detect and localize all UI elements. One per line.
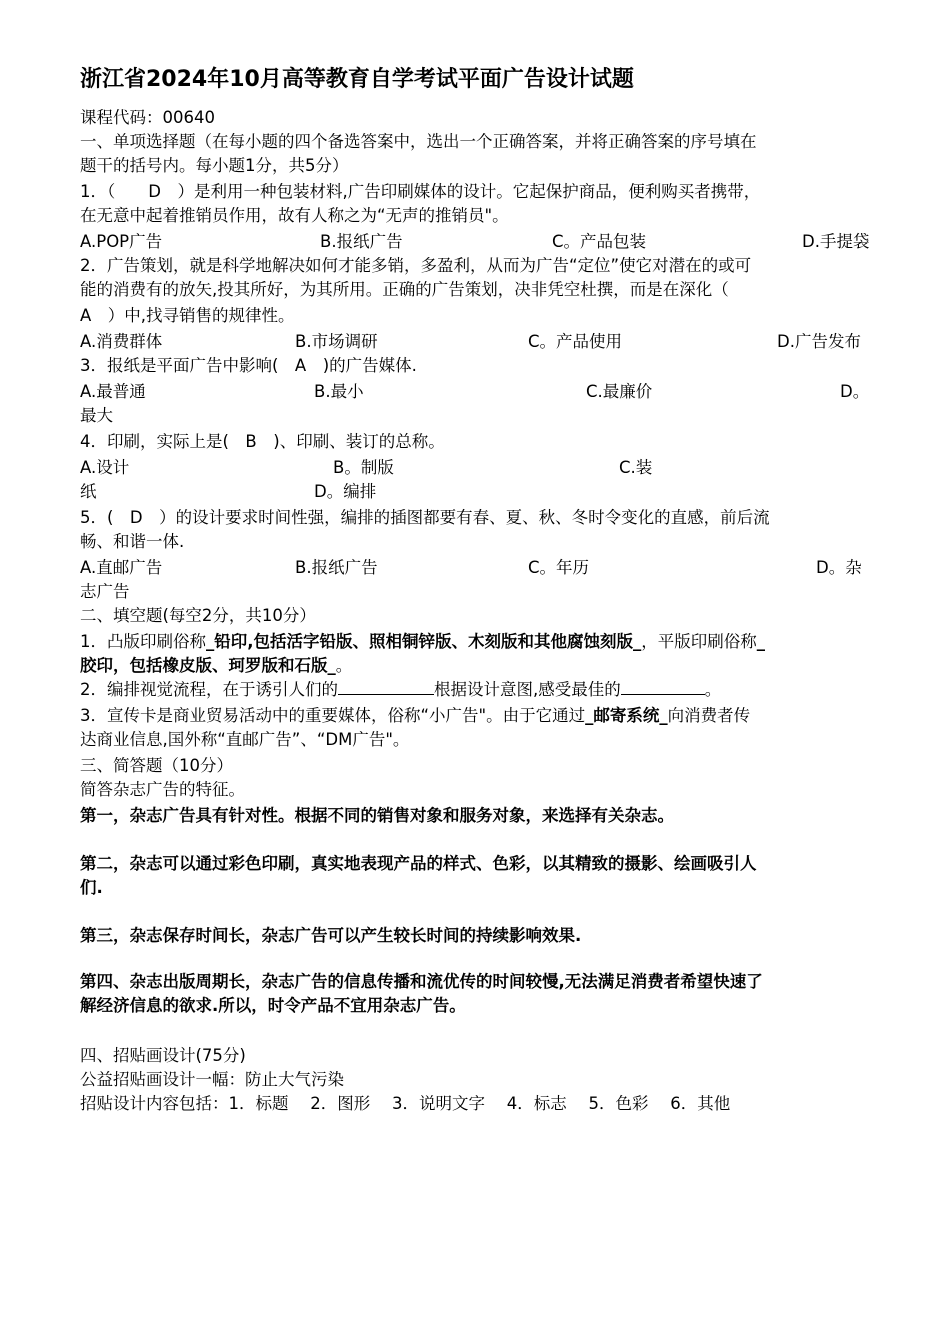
section1-heading-line2: 题干的括号内。每小题1分，共5分） — [80, 156, 349, 175]
q5-option-c: C。年历 — [528, 558, 590, 577]
fill1-prefix: 1．凸版印刷俗称 — [80, 632, 206, 651]
q1-option-c: C。产品包装 — [552, 232, 647, 251]
q5-line2: 畅、和谐一体. — [80, 532, 185, 551]
fill2-prefix: 2．编排视觉流程，在于诱引人们的 — [80, 680, 338, 699]
section4-heading: 四、招贴画设计(75分) — [80, 1046, 246, 1065]
answer-point-3: 第三，杂志保存时间长，杂志广告可以产生较长时间的持续影响效果. — [80, 926, 582, 945]
q4-option-a: A.设计 — [80, 458, 130, 477]
q3-option-d: D。 — [840, 382, 870, 401]
q1-option-a: A.POP广告 — [80, 232, 163, 251]
q2-option-b: B.市场调研 — [295, 332, 378, 351]
section2-heading: 二、填空题(每空2分，共10分） — [80, 606, 316, 625]
fill1-end: 。 — [335, 656, 353, 675]
q1-option-b: B.报纸广告 — [320, 232, 403, 251]
q1-line2: 在无意中起着推销员作用，故有人称之为“无声的推销员"。 — [80, 206, 509, 225]
section4-task: 公益招贴画设计一幅：防止大气污染 — [80, 1070, 344, 1089]
fill1-answer1: _铅印,包括活字铅版、照相铜锌版、木刻版和其他腐蚀刻版_ — [206, 632, 642, 651]
q3-option-c: C.最廉价 — [586, 382, 653, 401]
section4-contents: 招贴设计内容包括：1．标题 2．图形 3．说明文字 4．标志 5．色彩 6．其他 — [80, 1094, 731, 1113]
q3-option-a: A.最普通 — [80, 382, 146, 401]
q5-option-b: B.报纸广告 — [295, 558, 378, 577]
fill3-end: 向消费者传 — [667, 706, 751, 725]
fill2-end: 。 — [704, 680, 722, 699]
fill3-answer: _邮寄系统_ — [585, 706, 668, 725]
fill3-prefix: 3．宣传卡是商业贸易活动中的重要媒体，俗称“小广告"。由于它通过 — [80, 706, 586, 725]
fill3-line1 — [80, 704, 750, 728]
q1-line1: 1．（ D ）是利用一种包装材料,广告印刷媒体的设计。它起保护商品，便利购买者携带， — [80, 182, 761, 201]
q4-line2-char: 纸 — [80, 482, 97, 501]
q2-option-c: C。产品使用 — [528, 332, 623, 351]
fill2-line — [80, 678, 721, 702]
q5-option-d: D。杂 — [816, 558, 862, 577]
q5-line1: 5．( D ）的设计要求时间性强，编排的插图都要有春、夏、秋、冬时令变化的直感，前后流 — [80, 508, 770, 527]
q3-line1: 3．报纸是平面广告中影响( A )的广告媒体. — [80, 356, 417, 375]
q2-option-d: D.广告发布 — [777, 332, 861, 351]
answer-point-2-line1: 第二，杂志可以通过彩色印刷，真实地表现产品的样式、色彩，以其精致的摄影、绘画吸引人 — [80, 854, 757, 873]
q5-line3: 志广告 — [80, 582, 130, 601]
q2-line2: 能的消费有的放矢,投其所好，为其所用。正确的广告策划，决非凭空杜撰，而是在深化（ — [80, 280, 729, 299]
fill1-middle: ，平版印刷俗称 — [641, 632, 757, 651]
course-code: 课程代码：00640 — [80, 108, 215, 127]
section3-question: 简答杂志广告的特征。 — [80, 780, 245, 799]
answer-point-4-line1: 第四、杂志出版周期长，杂志广告的信息传播和流优传的时间较慢,无法满足消费者希望快速了 — [80, 972, 763, 991]
answer-point-4-line2: 解经济信息的欲求.所以，时令产品不宜用杂志广告。 — [80, 996, 466, 1015]
fill1-answer2-start: _ — [756, 632, 766, 651]
fill2-middle: 根据设计意图,感受最佳的 — [434, 680, 621, 699]
fill2-blank2 — [621, 678, 705, 695]
fill3-line2: 达商业信息,国外称“直邮广告”、“DM广告"。 — [80, 730, 410, 749]
q2-option-a: A.消费群体 — [80, 332, 163, 351]
q4-option-b: B。制版 — [333, 458, 394, 477]
fill1-answer2: 胶印，包括橡皮版、珂罗版和石版_ — [80, 656, 336, 675]
section1-heading-line1: 一、单项选择题（在每小题的四个备选答案中，选出一个正确答案，并将正确答案的序号填在 — [80, 132, 757, 151]
q1-option-d: D.手提袋 — [802, 232, 870, 251]
q3-line2: 最大 — [80, 406, 113, 425]
q4-line1: 4．印刷，实际上是( B )、印刷、装订的总称。 — [80, 432, 445, 451]
q2-line1: 2．广告策划，就是科学地解决如何才能多销，多盈利，从而为广告“定位”使它对潜在的或可 — [80, 256, 752, 275]
q2-line3: A ）中,找寻销售的规律性。 — [80, 306, 295, 325]
q3-option-b: B.最小 — [314, 382, 364, 401]
page-title: 浙江省2024年10月高等教育自学考试平面广告设计试题 — [80, 67, 634, 92]
fill1-line2 — [80, 654, 352, 678]
fill2-blank1 — [338, 678, 434, 695]
section3-heading: 三、简答题（10分） — [80, 756, 233, 775]
answer-point-1: 第一，杂志广告具有针对性。根据不同的销售对象和服务对象，来选择有关杂志。 — [80, 806, 674, 825]
fill1-line1 — [80, 630, 765, 654]
answer-point-2-line2: 们. — [80, 878, 103, 897]
q4-option-d: D。编排 — [314, 482, 377, 501]
q4-option-c: C.装 — [619, 458, 653, 477]
q5-option-a: A.直邮广告 — [80, 558, 163, 577]
